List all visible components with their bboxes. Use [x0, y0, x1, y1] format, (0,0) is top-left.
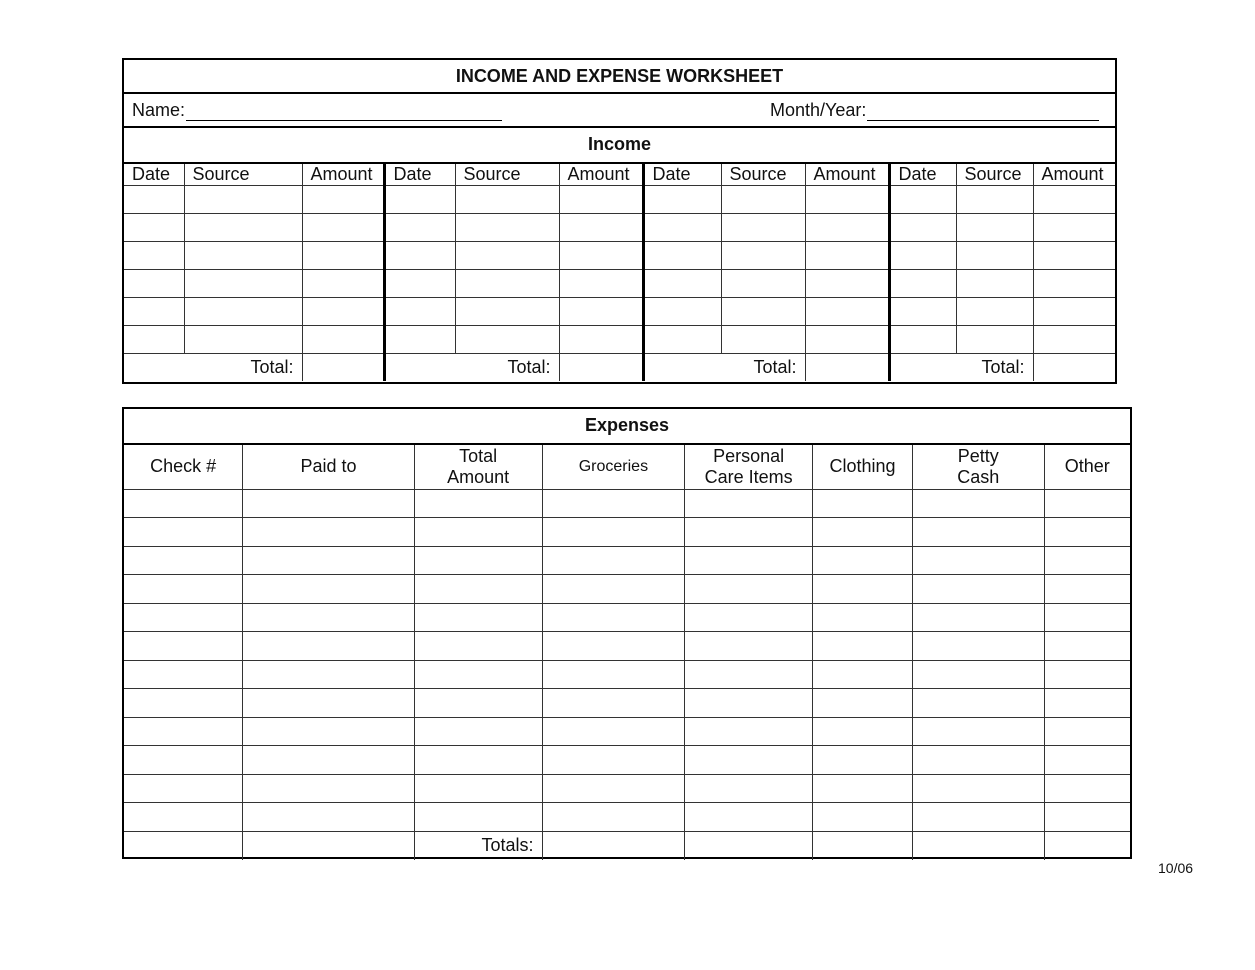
income-cell[interactable]	[956, 213, 1033, 241]
expense-cell[interactable]	[124, 660, 243, 689]
income-cell[interactable]	[1033, 325, 1115, 353]
expense-cell[interactable]	[813, 575, 913, 604]
income-entry-row	[124, 241, 1115, 269]
expense-entry-row	[124, 717, 1130, 746]
expense-cell[interactable]	[685, 575, 813, 604]
income-cell[interactable]	[956, 241, 1033, 269]
income-cell[interactable]	[184, 241, 302, 269]
expense-cell[interactable]	[685, 689, 813, 718]
income-title: Income	[587, 134, 652, 154]
income-cell[interactable]	[455, 185, 559, 213]
income-cell[interactable]	[559, 241, 643, 269]
expenses-header-row	[124, 444, 1130, 489]
income-cell[interactable]	[643, 213, 721, 241]
income-cell[interactable]	[302, 241, 384, 269]
income-cell[interactable]	[889, 325, 956, 353]
income-col-header: Source	[455, 163, 559, 185]
expense-entry-row	[124, 774, 1130, 803]
expense-cell[interactable]	[912, 803, 1044, 832]
income-cell[interactable]	[559, 325, 643, 353]
expense-cell[interactable]	[414, 603, 542, 632]
expense-cell[interactable]	[414, 660, 542, 689]
expenses-table	[124, 443, 1130, 860]
expense-col-header: Other	[1044, 444, 1130, 489]
expense-cell[interactable]	[685, 774, 813, 803]
expense-cell[interactable]	[1044, 603, 1130, 632]
expense-cell[interactable]	[414, 803, 542, 832]
income-col-header: Date	[643, 163, 721, 185]
expense-cell[interactable]	[813, 660, 913, 689]
expense-cell[interactable]	[542, 603, 685, 632]
income-cell[interactable]	[124, 269, 184, 297]
income-cell[interactable]	[124, 241, 184, 269]
income-cell[interactable]	[643, 185, 721, 213]
income-col-header: Date	[124, 163, 184, 185]
expense-cell[interactable]	[124, 518, 243, 547]
month-year-blank-line[interactable]	[867, 102, 1099, 121]
income-entry-row	[124, 213, 1115, 241]
income-cell[interactable]	[384, 241, 455, 269]
expense-cell[interactable]	[685, 603, 813, 632]
expense-cell[interactable]	[912, 489, 1044, 518]
expense-cell[interactable]	[1044, 746, 1130, 775]
expenses-section	[122, 407, 1132, 859]
expense-cell[interactable]	[912, 575, 1044, 604]
expense-cell[interactable]	[1044, 803, 1130, 832]
income-col-header: Amount	[805, 163, 889, 185]
income-col-header: Source	[956, 163, 1033, 185]
income-col-header: Source	[721, 163, 805, 185]
expense-cell[interactable]	[243, 689, 415, 718]
income-cell[interactable]	[721, 325, 805, 353]
income-cell[interactable]	[1033, 241, 1115, 269]
expense-col-header: Check #	[124, 444, 243, 489]
name-field[interactable]	[132, 100, 502, 121]
income-cell[interactable]	[889, 213, 956, 241]
expense-cell[interactable]	[813, 774, 913, 803]
income-cell[interactable]	[559, 297, 643, 325]
income-cell[interactable]	[384, 213, 455, 241]
income-total-label: Total:	[384, 353, 559, 381]
income-cell[interactable]	[1033, 269, 1115, 297]
income-cell[interactable]	[302, 269, 384, 297]
expense-cell[interactable]	[912, 689, 1044, 718]
expense-cell[interactable]	[124, 603, 243, 632]
expense-cell[interactable]	[1044, 632, 1130, 661]
income-cell[interactable]	[721, 185, 805, 213]
income-entry-row	[124, 325, 1115, 353]
income-cell[interactable]	[805, 269, 889, 297]
expense-cell[interactable]	[813, 746, 913, 775]
income-cell[interactable]	[643, 241, 721, 269]
expense-cell[interactable]	[542, 660, 685, 689]
expense-cell[interactable]	[1044, 575, 1130, 604]
income-cell[interactable]	[805, 325, 889, 353]
expense-entry-row	[124, 489, 1130, 518]
income-cell[interactable]	[124, 185, 184, 213]
income-entry-row	[124, 297, 1115, 325]
income-cell[interactable]	[956, 185, 1033, 213]
income-cell[interactable]	[302, 213, 384, 241]
expense-cell[interactable]	[542, 575, 685, 604]
expense-cell[interactable]	[414, 546, 542, 575]
form-revision-code: 10/06	[1158, 860, 1194, 876]
expense-entry-row	[124, 803, 1130, 832]
income-total-cell[interactable]	[559, 353, 643, 381]
expense-cell[interactable]	[542, 774, 685, 803]
income-cell[interactable]	[455, 213, 559, 241]
expense-cell[interactable]	[1044, 689, 1130, 718]
income-cell[interactable]	[184, 185, 302, 213]
income-cell[interactable]	[124, 297, 184, 325]
income-cell[interactable]	[559, 185, 643, 213]
expense-cell[interactable]	[813, 717, 913, 746]
income-cell[interactable]	[184, 325, 302, 353]
income-cell[interactable]	[1033, 185, 1115, 213]
income-cell[interactable]	[455, 241, 559, 269]
expense-cell[interactable]	[912, 746, 1044, 775]
expense-cell[interactable]	[1044, 546, 1130, 575]
income-cell[interactable]	[956, 325, 1033, 353]
expense-total-cell[interactable]	[685, 831, 813, 860]
expense-cell[interactable]	[685, 717, 813, 746]
income-cell[interactable]	[889, 297, 956, 325]
expense-entry-row	[124, 603, 1130, 632]
income-cell[interactable]	[124, 213, 184, 241]
name-label: Name:	[132, 100, 186, 120]
expense-cell[interactable]	[243, 717, 415, 746]
income-cell[interactable]	[805, 297, 889, 325]
expense-cell[interactable]	[124, 717, 243, 746]
income-cell[interactable]	[384, 185, 455, 213]
income-cell[interactable]	[889, 241, 956, 269]
income-total-cell[interactable]	[1033, 353, 1115, 381]
income-cell[interactable]	[455, 297, 559, 325]
income-cell[interactable]	[184, 213, 302, 241]
expense-cell[interactable]	[1044, 660, 1130, 689]
income-section	[122, 58, 1117, 384]
expense-cell[interactable]	[124, 575, 243, 604]
income-cell[interactable]	[184, 297, 302, 325]
income-cell[interactable]	[384, 297, 455, 325]
expenses-totals-label: Totals:	[414, 831, 542, 860]
expense-col-header: Paid to	[243, 444, 415, 489]
income-cell[interactable]	[721, 297, 805, 325]
income-cell[interactable]	[384, 325, 455, 353]
income-total-label: Total:	[124, 353, 302, 381]
expense-cell[interactable]	[912, 518, 1044, 547]
income-cell[interactable]	[302, 325, 384, 353]
expense-cell[interactable]	[124, 546, 243, 575]
expense-cell[interactable]	[124, 632, 243, 661]
expense-cell[interactable]	[912, 774, 1044, 803]
expense-entry-row	[124, 546, 1130, 575]
income-total-label: Total:	[889, 353, 1033, 381]
expense-cell[interactable]	[414, 575, 542, 604]
expense-cell[interactable]	[243, 831, 415, 860]
expense-cell[interactable]	[243, 603, 415, 632]
expense-cell[interactable]	[912, 546, 1044, 575]
expense-cell[interactable]	[685, 632, 813, 661]
income-cell[interactable]	[124, 325, 184, 353]
income-cell[interactable]	[721, 213, 805, 241]
income-col-header: Amount	[559, 163, 643, 185]
name-month-row	[124, 94, 1115, 128]
income-total-row	[124, 353, 1115, 381]
expense-cell[interactable]	[414, 717, 542, 746]
income-total-cell[interactable]	[805, 353, 889, 381]
expense-cell[interactable]	[124, 774, 243, 803]
expense-cell[interactable]	[243, 774, 415, 803]
expenses-title: Expenses	[584, 415, 670, 435]
expense-cell[interactable]	[542, 803, 685, 832]
expense-cell[interactable]	[685, 489, 813, 518]
income-col-header: Date	[889, 163, 956, 185]
expense-cell[interactable]	[813, 489, 913, 518]
expense-cell[interactable]	[542, 489, 685, 518]
income-cell[interactable]	[956, 297, 1033, 325]
month-year-label: Month/Year:	[770, 100, 867, 120]
income-cell[interactable]	[956, 269, 1033, 297]
expense-cell[interactable]	[243, 632, 415, 661]
income-col-header: Date	[384, 163, 455, 185]
expense-cell[interactable]	[912, 603, 1044, 632]
income-cell[interactable]	[643, 297, 721, 325]
expense-cell[interactable]	[685, 803, 813, 832]
expense-cell[interactable]	[1044, 717, 1130, 746]
expense-cell[interactable]	[1044, 774, 1130, 803]
expense-cell[interactable]	[414, 689, 542, 718]
expense-cell[interactable]	[243, 803, 415, 832]
income-cell[interactable]	[805, 213, 889, 241]
expense-cell[interactable]	[912, 717, 1044, 746]
expense-cell[interactable]	[542, 746, 685, 775]
expense-cell[interactable]	[685, 746, 813, 775]
income-cell[interactable]	[889, 185, 956, 213]
expense-cell[interactable]	[813, 689, 913, 718]
expense-entry-row	[124, 518, 1130, 547]
expense-entry-row	[124, 575, 1130, 604]
expense-cell[interactable]	[912, 660, 1044, 689]
income-cell[interactable]	[559, 213, 643, 241]
income-col-header: Amount	[302, 163, 384, 185]
expense-cell[interactable]	[124, 689, 243, 718]
expense-total-cell[interactable]	[1044, 831, 1130, 860]
expense-cell[interactable]	[124, 746, 243, 775]
expense-cell[interactable]	[542, 632, 685, 661]
expense-cell[interactable]	[243, 489, 415, 518]
income-entry-row	[124, 185, 1115, 213]
expense-cell[interactable]	[685, 518, 813, 547]
expense-total-cell[interactable]	[542, 831, 685, 860]
income-col-header: Amount	[1033, 163, 1115, 185]
income-entry-row	[124, 269, 1115, 297]
expense-cell[interactable]	[414, 746, 542, 775]
expense-cell[interactable]	[124, 803, 243, 832]
expense-cell[interactable]	[243, 746, 415, 775]
expense-cell[interactable]	[414, 489, 542, 518]
income-cell[interactable]	[184, 269, 302, 297]
income-table	[124, 162, 1115, 381]
income-cell[interactable]	[721, 241, 805, 269]
income-cell[interactable]	[805, 185, 889, 213]
expense-cell[interactable]	[813, 803, 913, 832]
income-cell[interactable]	[384, 269, 455, 297]
expense-cell[interactable]	[685, 660, 813, 689]
income-cell[interactable]	[455, 325, 559, 353]
expense-entry-row	[124, 660, 1130, 689]
expense-cell[interactable]	[243, 518, 415, 547]
expense-col-header: Groceries	[542, 444, 685, 489]
expense-entry-row	[124, 632, 1130, 661]
expenses-totals-row	[124, 831, 1130, 860]
income-cell[interactable]	[643, 325, 721, 353]
expense-cell[interactable]	[243, 660, 415, 689]
expense-cell[interactable]	[542, 546, 685, 575]
expense-cell[interactable]	[912, 632, 1044, 661]
expense-col-header: Total Amount	[414, 444, 542, 489]
income-cell[interactable]	[559, 269, 643, 297]
expense-cell[interactable]	[542, 518, 685, 547]
expense-entry-row	[124, 689, 1130, 718]
expense-cell[interactable]	[813, 546, 913, 575]
expense-col-header: Petty Cash	[912, 444, 1044, 489]
expense-cell[interactable]	[813, 632, 913, 661]
income-cell[interactable]	[455, 269, 559, 297]
expense-cell[interactable]	[813, 603, 913, 632]
income-cell[interactable]	[805, 241, 889, 269]
expense-cell[interactable]	[124, 831, 243, 860]
expense-cell[interactable]	[813, 518, 913, 547]
income-cell[interactable]	[1033, 297, 1115, 325]
month-year-field[interactable]	[770, 100, 1099, 121]
expense-cell[interactable]	[243, 575, 415, 604]
income-cell[interactable]	[889, 269, 956, 297]
income-cell[interactable]	[302, 185, 384, 213]
income-cell[interactable]	[643, 269, 721, 297]
expense-cell[interactable]	[1044, 489, 1130, 518]
expense-entry-row	[124, 746, 1130, 775]
expense-cell[interactable]	[414, 632, 542, 661]
expense-cell[interactable]	[542, 717, 685, 746]
expense-cell[interactable]	[685, 546, 813, 575]
expense-cell[interactable]	[243, 546, 415, 575]
expense-cell[interactable]	[414, 518, 542, 547]
expense-total-cell[interactable]	[912, 831, 1044, 860]
name-blank-line[interactable]	[186, 102, 502, 121]
income-header-row	[124, 163, 1115, 185]
income-cell[interactable]	[721, 269, 805, 297]
income-col-header: Source	[184, 163, 302, 185]
income-total-cell[interactable]	[302, 353, 384, 381]
worksheet-title: INCOME AND EXPENSE WORKSHEET	[124, 60, 1115, 94]
expense-cell[interactable]	[124, 489, 243, 518]
income-total-label: Total:	[643, 353, 805, 381]
expense-cell[interactable]	[1044, 518, 1130, 547]
expense-total-cell[interactable]	[813, 831, 913, 860]
expense-cell[interactable]	[414, 774, 542, 803]
expense-col-header: Personal Care Items	[685, 444, 813, 489]
income-cell[interactable]	[1033, 213, 1115, 241]
expense-cell[interactable]	[542, 689, 685, 718]
expense-col-header: Clothing	[813, 444, 913, 489]
income-cell[interactable]	[302, 297, 384, 325]
